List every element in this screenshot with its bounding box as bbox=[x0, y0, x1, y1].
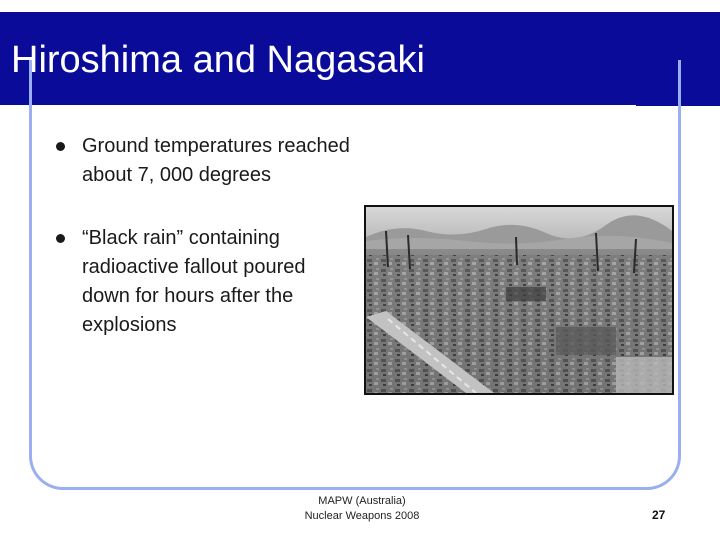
page-number: 27 bbox=[652, 508, 666, 522]
bullet-list bbox=[52, 132, 352, 374]
bullet-icon bbox=[56, 142, 65, 151]
footer-source bbox=[282, 494, 442, 524]
slide-title: Hiroshima and Nagasaki bbox=[11, 39, 425, 81]
bullet-item bbox=[52, 132, 352, 190]
bullet-text: Ground temperatures reached about 7, 000 degrees bbox=[82, 135, 350, 186]
bullet-item bbox=[52, 224, 352, 340]
ruins-photo bbox=[364, 205, 674, 395]
bullet-icon bbox=[56, 234, 65, 243]
bullet-text: “Black rain” containing radioactive fallout poured down for hours after the explosions bbox=[82, 227, 306, 336]
footer-source-line2: Nuclear Weapons 2008 bbox=[304, 510, 420, 522]
footer-source-line1: MAPW (Australia) bbox=[318, 495, 406, 507]
